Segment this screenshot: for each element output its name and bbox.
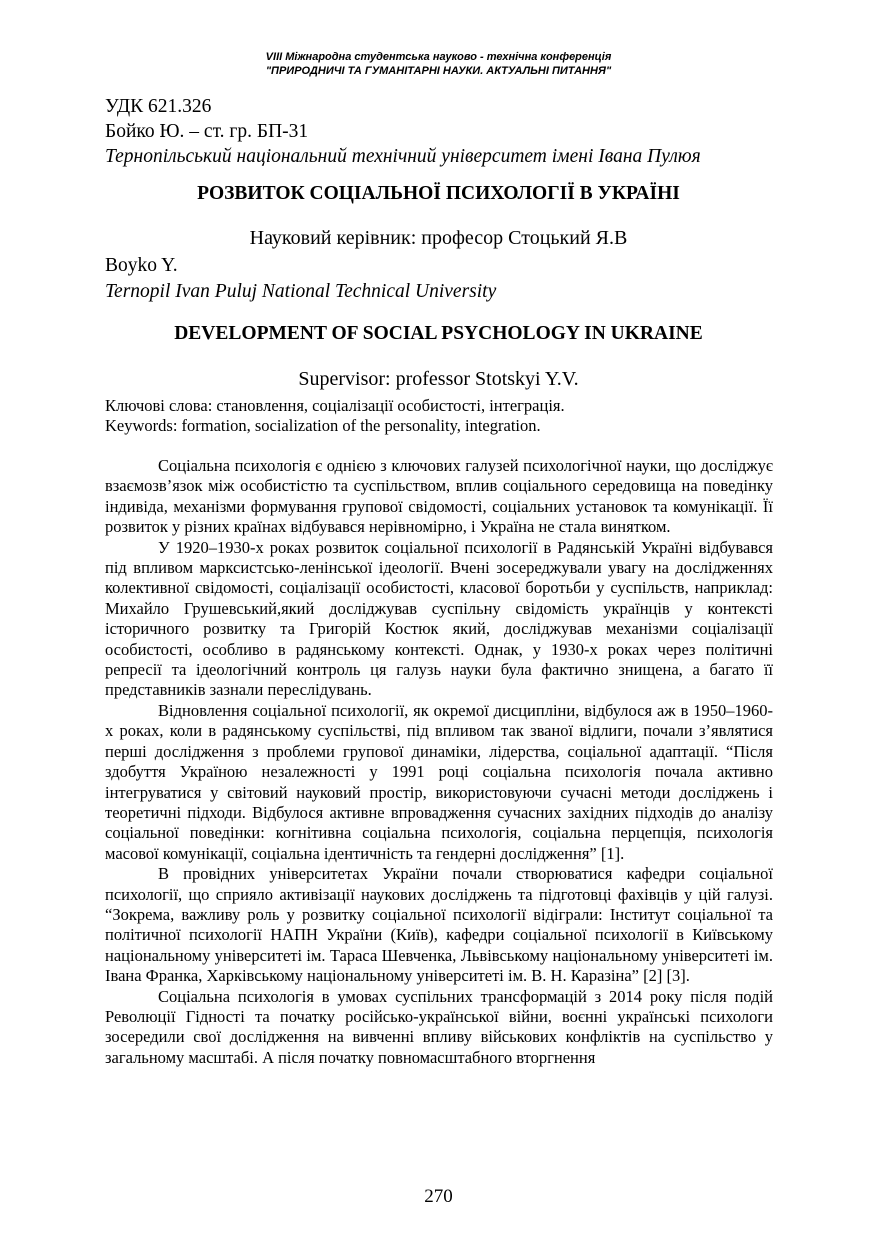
paragraph: Відновлення соціальної психології, як окремої дисципліни, відбулося аж в 1950–1960-х роках, коли в радянському суспільстві, під впливом так званої відлиги, почали з’являтися перші дослідження з проблеми групової динаміки, лідерства, соціальної адаптації. “Після здобуття Україною незалежності у 1991 році соціальна психологія почала активно інтегруватися у світовий науковий простір, використовуючи сучасні методи досліджень і теоретичні підходи. Відбулося активне впровадження сучасних західних підходів до аналізу соціальної поведінки: когнітивна соціальна психологія, соціальна перцепція, психологія масової комунікації, соціальна ідентичність та гендерні дослідження” [1].: [105, 700, 773, 863]
conference-header-line-2: "ПРИРОДНИЧІ ТА ГУМАНІТАРНІ НАУКИ. АКТУАЛЬНІ ПИТАННЯ": [265, 65, 612, 77]
affiliation-ua: Тернопільський національний технічний університет імені Івана Пулюя: [105, 146, 701, 167]
author-en: Boyko Y.: [105, 255, 178, 276]
paragraph: Соціальна психологія є однією з ключових галузей психологічної науки, що досліджує взаємозв’язок між особистістю та суспільством, вплив соціального середовища на поведінку індивіда, механізми формування групової свідомості, соціальних установок та комунікації. Її розвиток у різних країнах відбувався нерівномірно, і Україна не стала винятком.: [105, 456, 773, 537]
author-ua: Бойко Ю. – ст. гр. БП-31: [105, 121, 309, 142]
keywords-ua: Ключові слова: становлення, соціалізації особистості, інтеграція.: [105, 396, 565, 415]
conference-header: [0, 50, 877, 78]
paragraph: У 1920–1930-х роках розвиток соціальної психології в Радянській Україні відбувався під впливом марксистсько-ленінської ідеології. Вчені зосереджували увагу на дослідженнях колективної свідомості, соціалізації особистості, класової боротьби у суспільств, наприклад: Михайло Грушевський,який досліджував суспільну свідомість українців у контексті історичного розвитку та Григорій Костюк який, досліджував механізми соціалізації особистості, особливо в радянському контексті. Однак, у 1930-х роках через політичні репресії та ідеологічний контроль ця галузь науки була фактично знищена, а багато її представників зазнали переслідувань.: [105, 537, 773, 700]
page-number: 270: [424, 1186, 453, 1207]
body-text: [105, 456, 773, 1068]
supervisor-ua: Науковий керівник: професор Стоцький Я.В: [249, 227, 628, 249]
affiliation-en: Ternopil Ivan Puluj National Technical University: [105, 281, 497, 302]
udk-code: УДК 621.326: [105, 96, 212, 117]
paragraph: В провідних університетах України почали створюватися кафедри соціальної психології, що сприяло активізації наукових досліджень та підготовці фахівців у цій галузі. “Зокрема, важливу роль у розвитку соціальної психології відіграли: Інститут соціальної та політичної психології НАПН України (Київ), кафедри соціальної психології в Київському національному університеті ім. Тараса Шевченка, Львівському національному університеті ім. Івана Франка, Харківському національному університеті ім. В. Н. Каразіна” [2] [3].: [105, 864, 773, 986]
paragraph: Соціальна психологія в умовах суспільних трансформацій з 2014 року після подій Революції Гідності та початку російсько-української війни, воєнні українські психологи зосередили свої дослідження на вивченні впливу військових конфліктів на суспільство у загальному масштабі. А після початку повномасштабного вторгнення: [105, 986, 773, 1067]
conference-header-line-1: VIII Міжнародна студентська науково - технічна конференція: [265, 51, 612, 63]
title-ua: РОЗВИТОК СОЦІАЛЬНОЇ ПСИХОЛОГІЇ В УКРАЇНІ: [197, 183, 680, 204]
keywords-en: Keywords: formation, socialization of the personality, integration.: [105, 416, 541, 435]
supervisor-en: Supervisor: professor Stotskyi Y.V.: [298, 368, 579, 390]
title-en: DEVELOPMENT OF SOCIAL PSYCHOLOGY IN UKRAINE: [174, 323, 703, 344]
